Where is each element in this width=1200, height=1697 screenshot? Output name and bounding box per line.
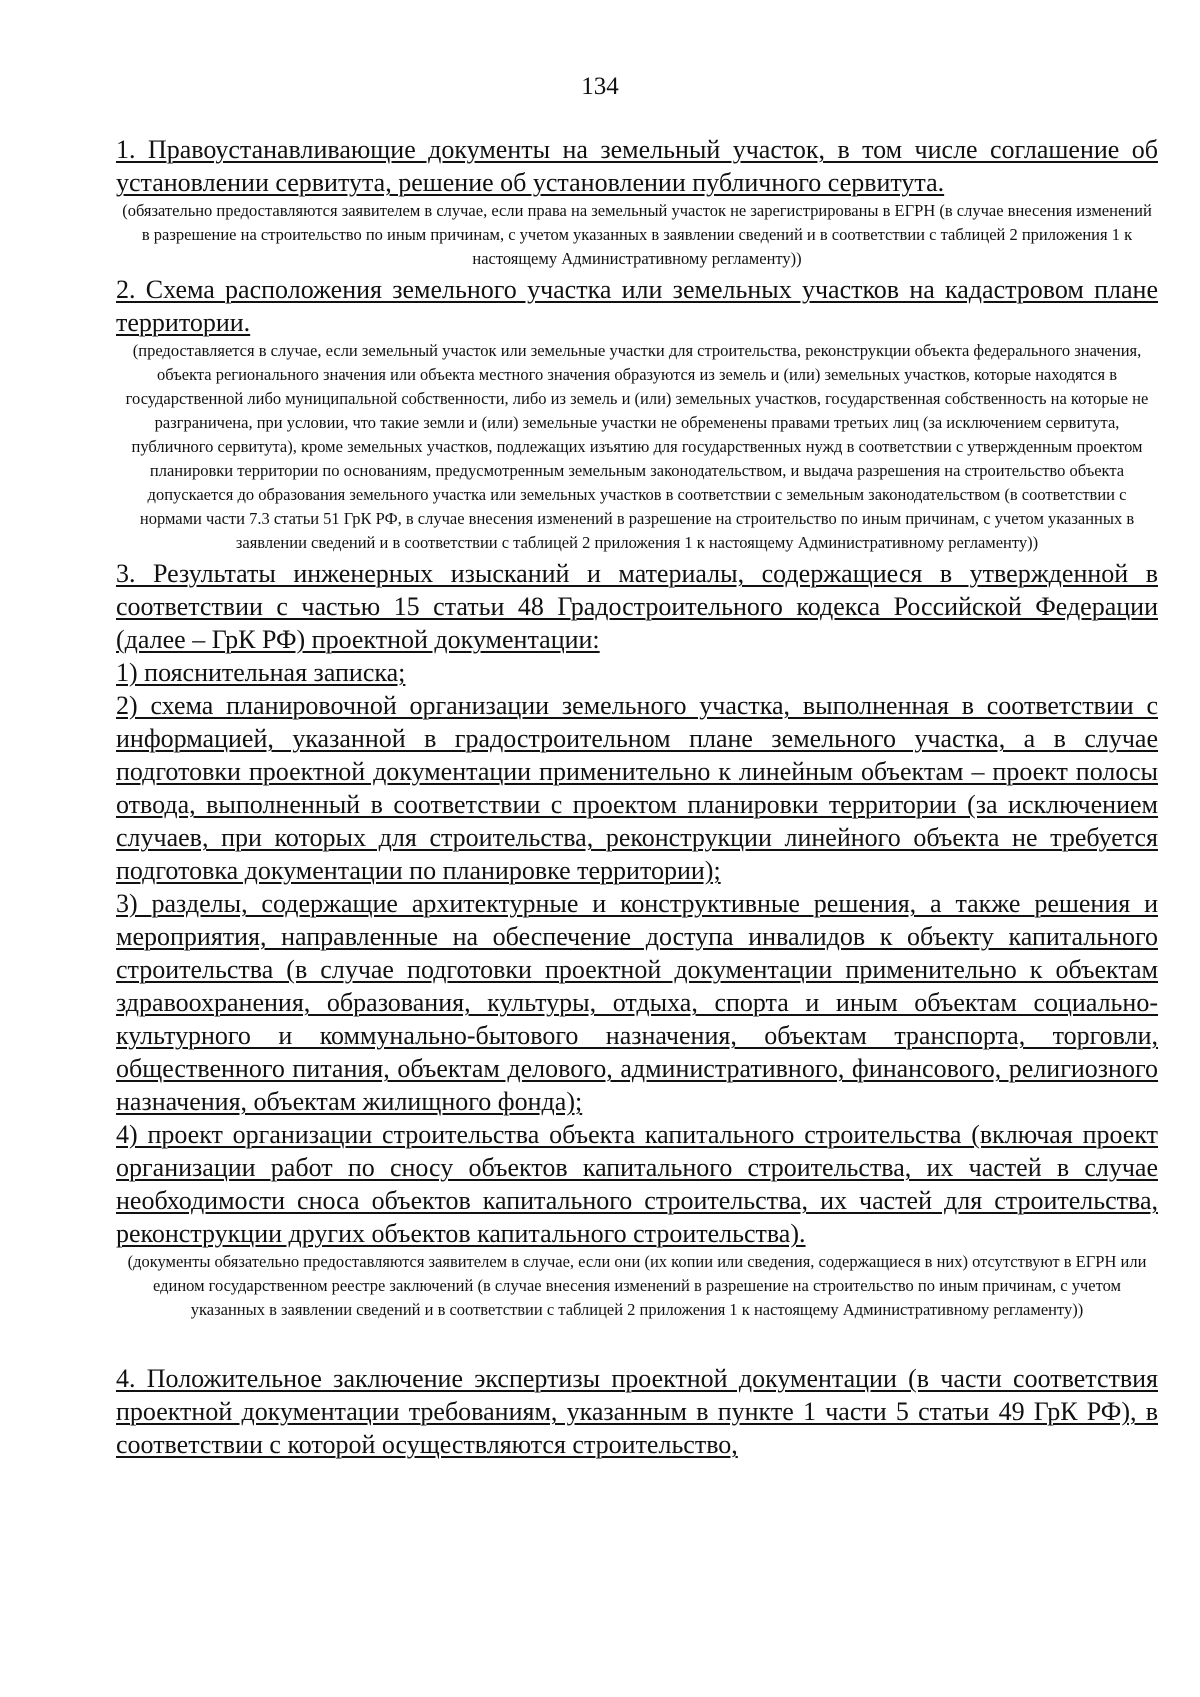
item-3-subitem-1: 1) пояснительная записка;	[116, 658, 406, 687]
item-2-note: (предоставляется в случае, если земельный участок или земельные участки для строительства, реконструкции объекта федерального значения, объекта регионального значения или объекта местного значения образуются из земель и (или) земельных участков, которые находятся в государственной либо муниципальной собственности, либо из земель и (или) земельных участков, государственная собственность на которые не разграничена, при условии, что такие земли и (или) земельные участки не обременены правами третьих лиц (за исключением сервитута, публичного сервитута), кроме земельных участков, подлежащих изъятию для государственных нужд в соответствии с утвержденным проектом планировки территории по основаниям, предусмотренным земельным законодательством, и выдача разрешения на строительство объекта допускается до образования земельного участка или земельных участков в соответствии с земельным законодательством (в соответствии с нормами части 7.3 статьи 51 ГрК РФ, в случае внесения изменений в разрешение на строительство по иным причинам, с учетом указанных в заявлении сведений и в соответствии с таблицей 2 приложения 1 к настоящему Административному регламенту))	[125, 341, 1149, 552]
item-4-title: 4. Положительное заключение экспертизы проектной документации (в части соответствия проектной документации требованиям, указанным в пункте 1 части 5 статьи 49 ГрК РФ), в соответствии с которой осуществляются строительство,	[116, 1364, 1158, 1459]
document-body	[116, 133, 1158, 1461]
item-3-subitem-3: 3) разделы, содержащие архитектурные и конструктивные решения, а также решения и мероприятия, направленные на обеспечение доступа инвалидов к объекту капитального строительства (в случае подготовки проектной документации применительно к объектам здравоохранения, образования, культуры, отдыха, спорта и иным объектам социально-культурного и коммунально-бытового назначения, объектам транспорта, торговли, общественного питания, объектам делового, административного, финансового, религиозного назначения, объектам жилищного фонда);	[116, 889, 1158, 1116]
item-1-title: 1. Правоустанавливающие документы на земельный участок, в том числе соглашение об установлении сервитута, решение об установлении публичного сервитута.	[116, 135, 1158, 197]
item-2-title: 2. Схема расположения земельного участка или земельных участков на кадастровом плане территории.	[116, 275, 1158, 337]
page-number: 134	[581, 73, 619, 100]
item-3-subitem-2: 2) схема планировочной организации земельного участка, выполненная в соответствии с информацией, указанной в градостроительном плане земельного участка, а в случае подготовки проектной документации применительно к линейным объектам – проект полосы отвода, выполненный в соответствии с проектом планировки территории (за исключением случаев, при которых для строительства, реконструкции линейного объекта не требуется подготовка документации по планировке территории);	[116, 691, 1158, 885]
item-1-note: (обязательно предоставляются заявителем в случае, если права на земельный участок не зарегистрированы в ЕГРН (в случае внесения изменений в разрешение на строительство по иным причинам, с учетом указанных в заявлении сведений и в соответствии с таблицей 2 приложения 1 к настоящему Административному регламенту))	[122, 201, 1152, 268]
item-3-title: 3. Результаты инженерных изысканий и материалы, содержащиеся в утвержденной в соответствии с частью 15 статьи 48 Градостроительного кодекса Российской Федерации (далее – ГрК РФ) проектной документации:	[116, 559, 1158, 654]
item-3-subitem-4: 4) проект организации строительства объекта капитального строительства (включая проект организации работ по сносу объектов капитального строительства, их частей в случае необходимости сноса объектов капитального строительства, их частей для строительства, реконструкции других объектов капитального строительства).	[116, 1120, 1158, 1248]
item-3-note: (документы обязательно предоставляются заявителем в случае, если они (их копии или сведения, содержащиеся в них) отсутствуют в ЕГРН или едином государственном реестре заключений (в случае внесения изменений в разрешение на строительство по иным причинам, с учетом указанных в заявлении сведений и в соответствии с таблицей 2 приложения 1 к настоящему Административному регламенту))	[127, 1252, 1147, 1319]
